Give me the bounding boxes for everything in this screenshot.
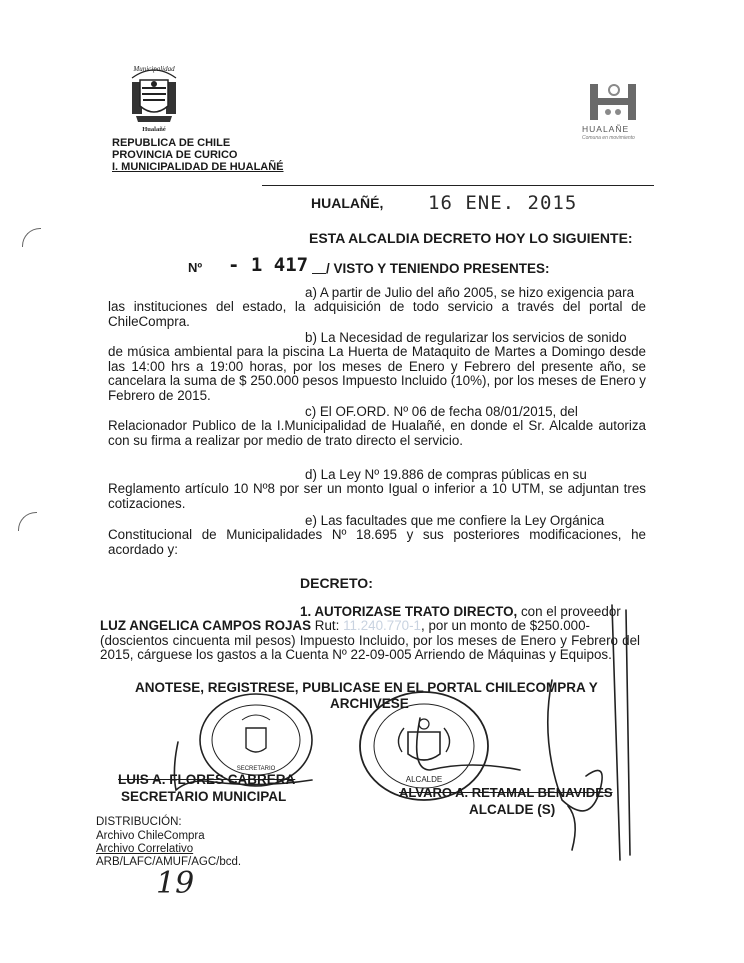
closing-line-2: ARCHIVESE xyxy=(330,696,409,711)
decreto-item-1 xyxy=(100,605,640,663)
header-municipalidad: I. MUNICIPALIDAD DE HUALAÑÉ xyxy=(112,161,284,173)
rut-label: Rut: xyxy=(314,618,340,634)
right-signer-title: ALCALDE (S) xyxy=(469,802,556,817)
decreto-item-title: 1. AUTORIZASE TRATO DIRECTO, xyxy=(300,604,518,619)
paragraph-c-rest: Relacionador Publico de la I.Municipalidad de Hualañé, en donde el Sr. Alcalde autoriza con su firma a realizar por medio de trato directo el servicio. xyxy=(108,418,646,448)
right-signer-name: ALVARO A. RETAMAL BENAVIDES xyxy=(399,785,613,800)
decree-intro: ESTA ALCALDIA DECRETO HOY LO SIGUIENTE: xyxy=(309,230,633,246)
paragraph-a-rest: las instituciones del estado, la adquisición de todo servicio a través del portal de ChileCompra. xyxy=(108,299,646,329)
header-republica: REPUBLICA DE CHILE xyxy=(112,137,231,149)
paragraph-c xyxy=(108,405,646,448)
punch-hole-top xyxy=(22,228,41,247)
distribution-item: Archivo ChileCompra xyxy=(96,830,205,842)
paragraph-b xyxy=(108,331,646,403)
decreto-item-title-tail: con el proveedor xyxy=(520,604,621,619)
paragraph-b-first: b) La Necesidad de regularizar los servicios de sonido xyxy=(305,330,627,345)
decreto-heading: DECRETO: xyxy=(300,575,373,591)
left-signer-title: SECRETARIO MUNICIPAL xyxy=(121,789,287,804)
header-provincia: PROVINCIA DE CURICO xyxy=(112,149,238,161)
crest-caption-bottom: Hualañé xyxy=(142,126,166,133)
rut-value: 11.240.770-1 xyxy=(343,618,422,634)
paragraph-e-first: e) Las facultades que me confiere la Ley Orgánica xyxy=(305,513,605,528)
place-label: HUALAÑÉ, xyxy=(311,195,384,211)
paragraph-a-first: a) A partir de Julio del año 2005, se hizo exigencia para xyxy=(305,285,635,300)
municipal-crest xyxy=(118,58,190,134)
decree-number: - 1 417 xyxy=(228,254,309,276)
paragraph-d xyxy=(108,468,646,511)
date-stamp: 16 ENE. 2015 xyxy=(428,192,578,214)
hualane-logo xyxy=(578,82,658,152)
page-mark: 19 xyxy=(156,866,195,901)
paragraph-a xyxy=(108,286,646,329)
decree-number-prefix: Nº xyxy=(188,260,203,275)
header-rule xyxy=(262,185,654,186)
distribution-item: ARB/LAFC/AMUF/AGC/bcd. xyxy=(96,856,242,868)
visto-heading: / VISTO Y TENIENDO PRESENTES: xyxy=(326,261,550,276)
closing-line-1: ANOTESE, REGISTRESE, PUBLICASE EN EL PORTAL CHILECOMPRA Y xyxy=(135,680,598,695)
crest-caption-top: Municipalidad xyxy=(133,65,175,73)
logo-name: HUALAÑE xyxy=(582,124,630,134)
paragraph-c-first: c) El OF.ORD. Nº 06 de fecha 08/01/2015, del xyxy=(305,404,578,419)
decreto-item-rest: (doscientos cincuenta mil pesos) Impuesto Incluido, por los meses de Enero y Febrero del 2015, cárguese los gastos a la Cuenta Nº 22-09-005 Arriendo de Máquinas y Equipos. xyxy=(100,632,640,663)
paragraph-b-rest: de música ambiental para la piscina La Huerta de Mataquito de Martes a Domingo desde las 14:00 hrs a 19:00 horas, por los meses de Enero y Febrero del presente año, se cancelara la suma de $ 250.000 pesos Impuesto Incluido (10%), por los meses de Enero y Febrero de 2015. xyxy=(108,344,646,403)
paragraph-e-rest: Constitucional de Municipalidades Nº 18.695 y sus posteriores modificaciones, he acordado y: xyxy=(108,527,646,557)
paragraph-d-first: d) La Ley Nº 19.886 de compras públicas en su xyxy=(305,467,587,482)
hualane-logo-icon xyxy=(584,82,648,122)
left-signer-name: LUIS A. FLORES CABRERA xyxy=(118,772,296,787)
paragraph-d-rest: Reglamento artículo 10 Nº8 por ser un monto Igual o inferior a 10 UTM, se adjuntan tres cotizaciones. xyxy=(108,481,646,511)
amount-text: , por un monto de $250.000- xyxy=(421,618,591,634)
distribution-label: DISTRIBUCIÓN: xyxy=(96,816,182,828)
distribution-item: Archivo Correlativo xyxy=(96,843,194,855)
provider-name: LUZ ANGELICA CAMPOS ROJAS xyxy=(100,618,312,634)
secretary-stamp-label: SECRETARIO xyxy=(236,766,276,772)
decree-number-line xyxy=(312,273,326,274)
paragraph-e xyxy=(108,514,646,557)
logo-slogan: Comuna en movimiento xyxy=(582,135,635,141)
punch-hole-bottom xyxy=(18,512,37,531)
alcalde-stamp-label: ALCALDE xyxy=(405,775,443,784)
